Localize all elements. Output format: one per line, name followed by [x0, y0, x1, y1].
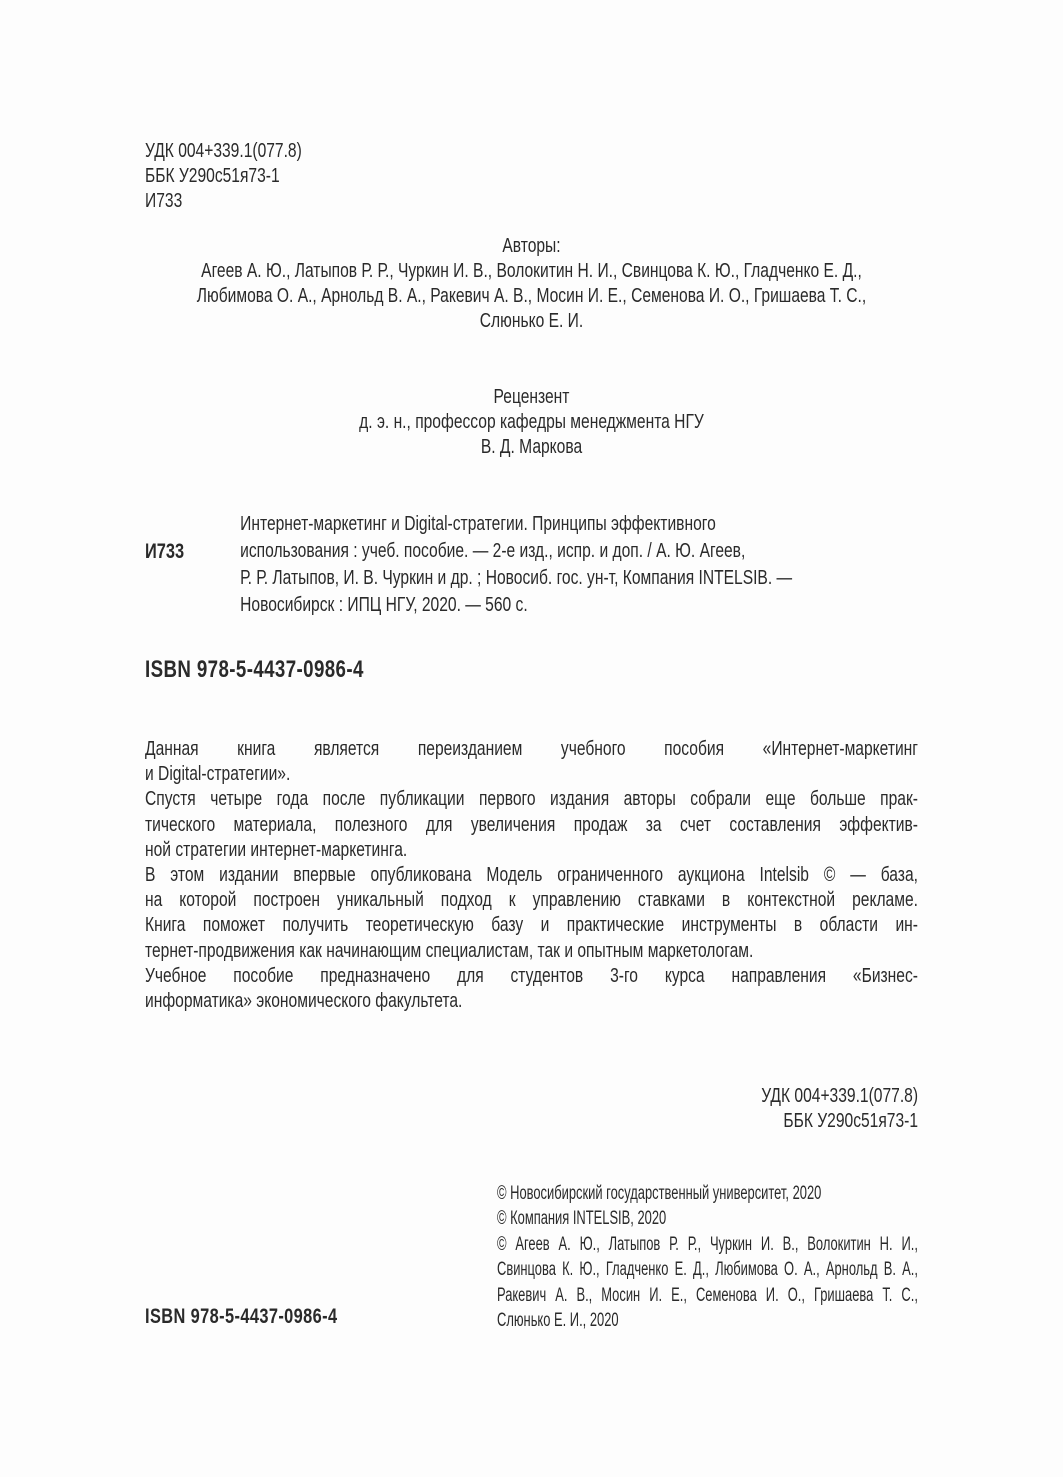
- copyright-line: Ракевич А. В., Мосин И. Е., Семенова И. О., Гришаева Т. С.,: [497, 1284, 918, 1306]
- udc-code: УДК 004+339.1(077.8): [145, 140, 302, 162]
- udc-code: УДК 004+339.1(077.8): [761, 1085, 918, 1107]
- catalog-line: Р. Р. Латыпов, И. В. Чуркин и др. ; Новосиб. гос. ун-т, Компания INTELSIB. —: [240, 567, 793, 589]
- annotation-line: на которой построен уникальный подход к управлению ставками в контекстной рекламе.: [145, 889, 918, 912]
- annotation-line: В этом издании впервые опубликована Модель ограниченного аукциона Intelsib © — база,: [145, 864, 918, 887]
- reviewer-line: д. э. н., профессор кафедры менеджмента НГУ: [359, 411, 704, 433]
- copyright-section: [497, 1181, 918, 1333]
- catalog-line: использования : учеб. пособие. — 2-е изд., испр. и доп. / А. Ю. Агеев,: [240, 540, 746, 562]
- isbn-number: ISBN 978-5-4437-0986-4: [145, 1305, 338, 1328]
- authors-line: Слюнько Е. И.: [479, 310, 584, 332]
- authors-line: Любимова О. А., Арнольд В. А., Ракевич А. В., Мосин И. Е., Семенова И. О., Гришаева Т. С.,: [196, 285, 867, 307]
- annotation-line: Данная книга является переизданием учебного пособия «Интернет-маркетинг: [145, 738, 918, 760]
- catalog-line: Интернет-маркетинг и Digital-стратегии. Принципы эффективного: [240, 513, 716, 535]
- annotation-line: Книга поможет получить теоретическую базу и практические инструменты в области ин-: [145, 914, 918, 937]
- authors-line: Агеев А. Ю., Латыпов Р. Р., Чуркин И. В., Волокитин Н. И., Свинцова К. Ю., Гладченко Е. Д.,: [201, 260, 862, 282]
- bottom-classification-codes: [761, 1084, 918, 1134]
- annotation-line: и Digital-стратегии».: [145, 763, 291, 786]
- annotation-line: ной стратегии интернет-маркетинга.: [145, 838, 408, 861]
- catalog-line: Новосибирск : ИПЦ НГУ, 2020. — 560 с.: [240, 594, 528, 616]
- annotation-line: Учебное пособие предназначено для студентов 3-го курса направления «Бизнес-: [145, 964, 918, 987]
- bbk-code: ББК У290с51я73-1: [145, 165, 280, 187]
- annotation-text: [145, 737, 918, 1014]
- authors-heading: Авторы:: [502, 235, 561, 257]
- catalog-entry: [145, 511, 918, 619]
- copyright-line: Слюнько Е. И., 2020: [497, 1310, 619, 1332]
- annotation-line: тического материала, полезного для увеличения продаж за счет составления эффектив-: [145, 813, 918, 836]
- reviewer-section: [145, 385, 918, 460]
- copyright-line: © Компания INTELSIB, 2020: [497, 1208, 667, 1230]
- authors-section: [145, 234, 918, 334]
- copyright-line: Свинцова К. Ю., Гладченко Е. Д., Любимова О. А., Арнольд В. А.,: [497, 1259, 918, 1281]
- annotation-line: Спустя четыре года после публикации первого издания авторы собрали еще больше прак-: [145, 788, 918, 811]
- copyright-line: © Агеев А. Ю., Латыпов Р. Р., Чуркин И. В., Волокитин Н. И.,: [497, 1233, 918, 1255]
- annotation-line: тернет-продвижения как начинающим специалистам, так и опытным маркетологам.: [145, 939, 754, 962]
- bbk-code: ББК У290с51я73-1: [783, 1110, 918, 1132]
- copyright-line: © Новосибирский государственный университет, 2020: [497, 1183, 822, 1204]
- top-classification-codes: [145, 139, 302, 214]
- reviewer-line: В. Д. Маркова: [480, 436, 583, 458]
- isbn-number: ISBN 978-5-4437-0986-4: [145, 656, 364, 683]
- annotation-line: информатика» экономического факультета.: [145, 990, 463, 1013]
- catalog-index-label: И733: [145, 540, 185, 563]
- catalog-entry-text: [240, 511, 918, 619]
- reviewer-heading: Рецензент: [493, 386, 570, 408]
- author-index-code: И733: [145, 190, 183, 212]
